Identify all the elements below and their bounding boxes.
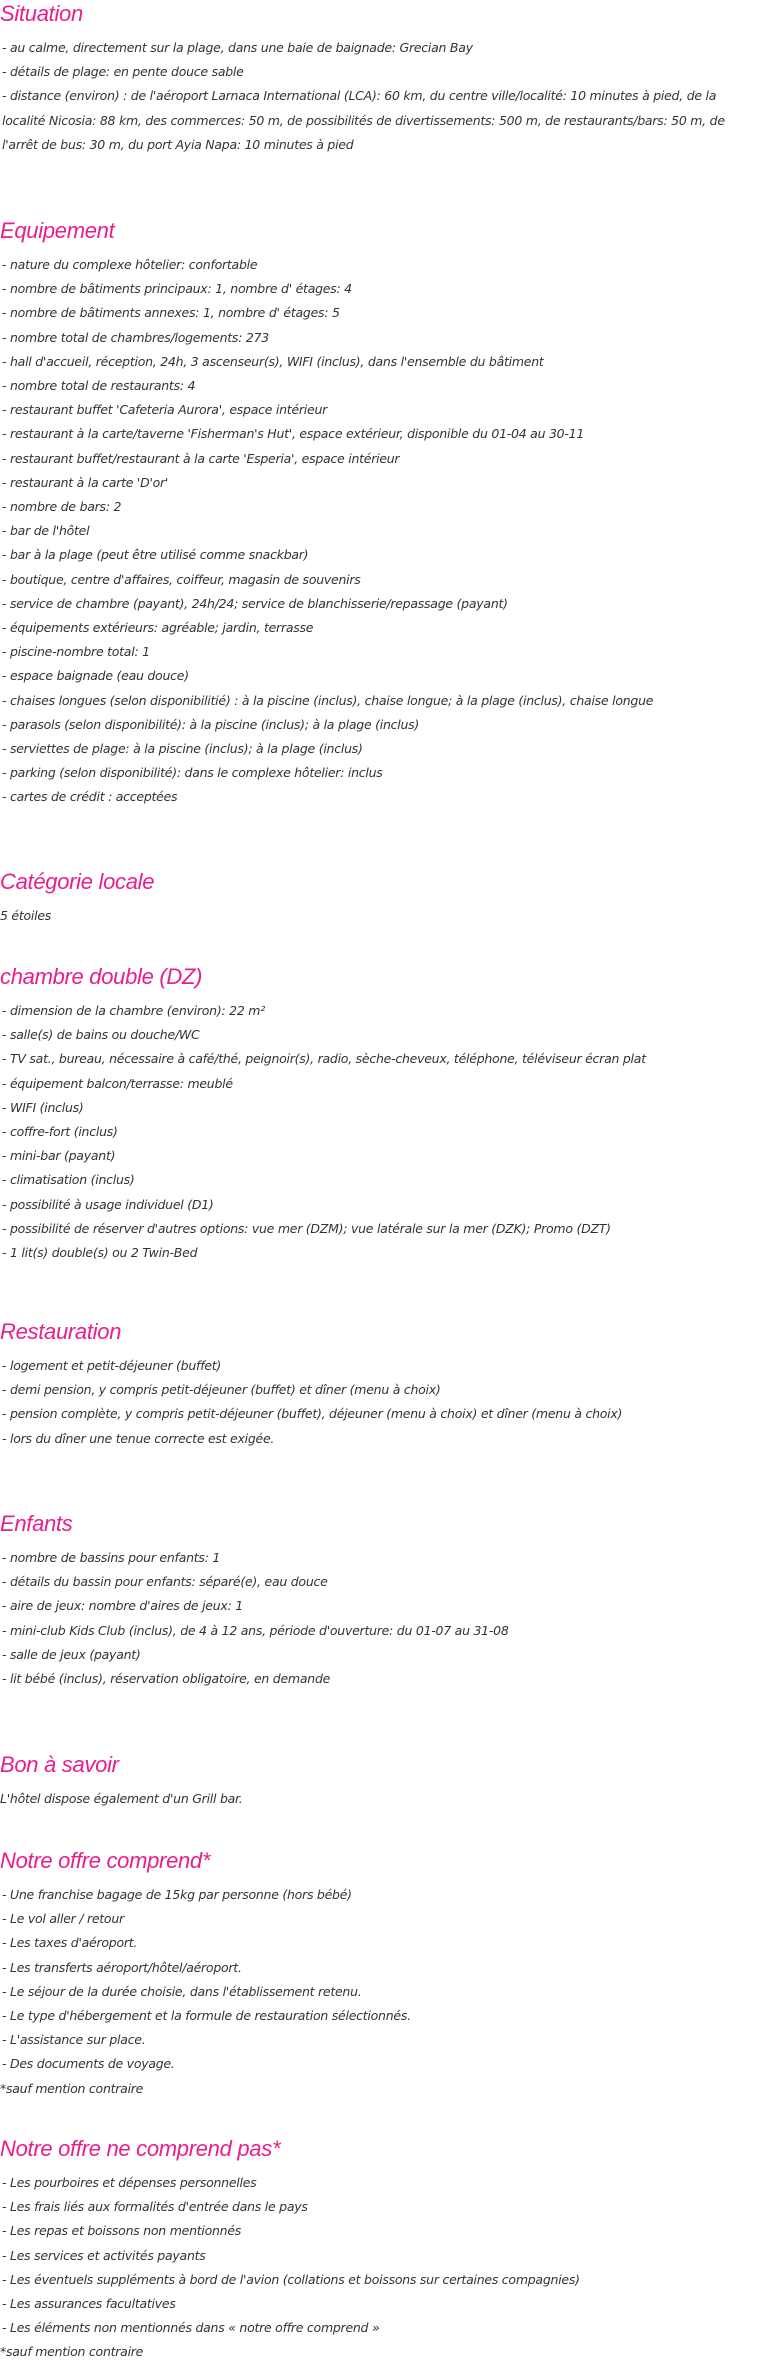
list-item: - Les taxes d'aéroport. bbox=[2, 1935, 138, 1951]
info-text: L'hôtel dispose également d'un Grill bar. bbox=[0, 1791, 243, 1806]
list-item: - Les éventuels suppléments à bord de l'avion (collations et boissons sur certaines compagnies) bbox=[2, 2271, 580, 2287]
section-equipement bbox=[0, 217, 758, 810]
list-item: - TV sat., bureau, nécessaire à café/thé, peignoir(s), radio, sèche-cheveux, téléphone, téléviseur écran plat bbox=[2, 1051, 646, 1067]
list-item: - Les services et activités payants bbox=[2, 2247, 206, 2263]
list-item: - Les assurances facultatives bbox=[2, 2296, 176, 2312]
list-item: - Le vol aller / retour bbox=[2, 1911, 124, 1927]
list-item: - Les repas et boissons non mentionnés bbox=[2, 2223, 242, 2239]
list-item: - boutique, centre d'affaires, coiffeur, magasin de souvenirs bbox=[2, 571, 361, 587]
list-item: - salle(s) de bains ou douche/WC bbox=[2, 1027, 200, 1043]
section-title-bon-a-savoir: Bon à savoir bbox=[0, 1752, 119, 1777]
section-title-offre-ne-comprend-pas: Notre offre ne comprend pas* bbox=[0, 2136, 281, 2161]
list-item: - logement et petit-déjeuner (buffet) bbox=[2, 1358, 222, 1373]
list-item: - climatisation (inclus) bbox=[2, 1172, 135, 1188]
list-item: - bar de l'hôtel bbox=[2, 523, 90, 539]
list-item: - espace baignade (eau douce) bbox=[2, 668, 189, 684]
section-title-enfants: Enfants bbox=[0, 1511, 73, 1536]
list-item: - détails du bassin pour enfants: séparé(e), eau douce bbox=[2, 1574, 328, 1590]
list-item: - nombre de bâtiments annexes: 1, nombre d' étages: 5 bbox=[2, 305, 340, 321]
section-title-equipement: Equipement bbox=[0, 218, 115, 243]
section-title-categorie-locale: Catégorie locale bbox=[0, 869, 155, 894]
list-item: - possibilité à usage individuel (D1) bbox=[2, 1196, 214, 1212]
list-item: - hall d'accueil, réception, 24h, 3 ascenseur(s), WIFI (inclus), dans l'ensemble du bâtiment bbox=[2, 353, 544, 369]
list-item: - mini-club Kids Club (inclus), de 4 à 12 ans, période d'ouverture: du 01-07 au 31-08 bbox=[2, 1622, 509, 1638]
list-item: - L'assistance sur place. bbox=[2, 2032, 146, 2048]
list-item: - coffre-fort (inclus) bbox=[2, 1124, 118, 1140]
list-item: - service de chambre (payant), 24h/24; service de blanchisserie/repassage (payant) bbox=[2, 595, 508, 611]
list-item: - chaises longues (selon disponibilitié) : à la piscine (inclus), chaise longue; à la plage (inclus), chaise longue bbox=[2, 692, 654, 708]
section-title-chambre-double: chambre double (DZ) bbox=[0, 964, 203, 989]
list-item: - Une franchise bagage de 15kg par personne (hors bébé) bbox=[2, 1887, 352, 1902]
list-item: - détails de plage: en pente douce sable bbox=[2, 64, 244, 80]
list-item: - piscine-nombre total: 1 bbox=[2, 644, 150, 660]
section-situation bbox=[0, 0, 758, 157]
section-title-offre-comprend: Notre offre comprend* bbox=[0, 1848, 211, 1873]
section-categorie-locale bbox=[0, 868, 758, 928]
section-offre-ne-comprend-pas bbox=[0, 2135, 758, 2365]
list-item: - équipement balcon/terrasse: meublé bbox=[2, 1075, 233, 1091]
list-item: - nature du complexe hôtelier: confortable bbox=[2, 257, 258, 272]
list-item: - mini-bar (payant) bbox=[2, 1148, 116, 1164]
list-item: - 1 lit(s) double(s) ou 2 Twin-Bed bbox=[2, 1245, 198, 1261]
list-item: - parasols (selon disponibilité): à la piscine (inclus); à la plage (inclus) bbox=[2, 716, 420, 732]
list-item: - lit bébé (inclus), réservation obligatoire, en demande bbox=[2, 1671, 331, 1687]
list-item: - au calme, directement sur la plage, dans une baie de baignade: Grecian Bay bbox=[2, 40, 473, 55]
list-item: - serviettes de plage: à la piscine (inclus); à la plage (inclus) bbox=[2, 741, 363, 757]
section-offre-comprend bbox=[0, 1847, 758, 2101]
list-item: - restaurant à la carte 'D'or' bbox=[2, 474, 169, 490]
list-item: - restaurant buffet/restaurant à la carte 'Esperia', espace intérieur bbox=[2, 450, 400, 466]
list-item: - nombre de bars: 2 bbox=[2, 499, 122, 515]
section-title-restauration: Restauration bbox=[0, 1319, 122, 1344]
list-item: - Le séjour de la durée choisie, dans l'établissement retenu. bbox=[2, 1983, 362, 1999]
list-item: - Les pourboires et dépenses personnelles bbox=[2, 2175, 257, 2190]
category-value: 5 étoiles bbox=[0, 908, 52, 923]
list-item: - nombre total de chambres/logements: 273 bbox=[2, 329, 269, 345]
list-item: - lors du dîner une tenue correcte est exigée. bbox=[2, 1430, 275, 1446]
list-item: - Les éléments non mentionnés dans « notre offre comprend » bbox=[2, 2320, 380, 2336]
footnote: *sauf mention contraire bbox=[0, 2344, 144, 2360]
section-restauration bbox=[0, 1318, 758, 1451]
list-item: - aire de jeux: nombre d'aires de jeux: 1 bbox=[2, 1598, 243, 1614]
list-item: - demi pension, y compris petit-déjeuner (buffet) et dîner (menu à choix) bbox=[2, 1382, 441, 1398]
list-item: - pension complète, y compris petit-déjeuner (buffet), déjeuner (menu à choix) et dîner (menu à choix) bbox=[2, 1406, 623, 1422]
section-chambre-double bbox=[0, 963, 758, 1265]
list-item: - dimension de la chambre (environ): 22 m² bbox=[2, 1003, 265, 1018]
list-item: - salle de jeux (payant) bbox=[2, 1646, 141, 1662]
list-item: - Le type d'hébergement et la formule de restauration sélectionnés. bbox=[2, 2008, 411, 2024]
section-enfants bbox=[0, 1510, 758, 1691]
list-item: - restaurant buffet 'Cafeteria Aurora', espace intérieur bbox=[2, 402, 328, 418]
list-item: - nombre total de restaurants: 4 bbox=[2, 378, 196, 394]
list-item: - bar à la plage (peut être utilisé comme snackbar) bbox=[2, 547, 309, 563]
list-item: - parking (selon disponibilité): dans le complexe hôtelier: inclus bbox=[2, 765, 383, 781]
list-item: - nombre de bâtiments principaux: 1, nombre d' étages: 4 bbox=[2, 281, 352, 297]
list-item: - nombre de bassins pour enfants: 1 bbox=[2, 1550, 221, 1565]
list-item: - possibilité de réserver d'autres options: vue mer (DZM); vue latérale sur la mer (DZK); Promo (DZT) bbox=[2, 1220, 611, 1236]
list-item: - restaurant à la carte/taverne 'Fisherman's Hut', espace extérieur, disponible du 01-04 au 30-11 bbox=[2, 426, 585, 442]
footnote: *sauf mention contraire bbox=[0, 2080, 144, 2096]
list-item: - cartes de crédit : acceptées bbox=[2, 789, 178, 805]
section-title-situation: Situation bbox=[0, 1, 83, 26]
list-item: - Les frais liés aux formalités d'entrée dans le pays bbox=[2, 2199, 308, 2215]
section-bon-a-savoir bbox=[0, 1751, 758, 1811]
list-item: - équipements extérieurs: agréable; jardin, terrasse bbox=[2, 620, 314, 636]
list-item: - distance (environ) : de l'aéroport Larnaca International (LCA): 60 km, du centre ville/localité: 10 minutes à pied, de la localité Nicosia: 88 km, des commerces: 50 m, de possibilités de divertissements: 500 m, de restaurants/bars: 50 m, de l'arrêt de bus: 30 m, du port Ayia Napa: 10 minutes à pied bbox=[2, 88, 725, 152]
list-item: - WIFI (inclus) bbox=[2, 1099, 84, 1115]
list-item: - Des documents de voyage. bbox=[2, 2056, 175, 2072]
list-item: - Les transferts aéroport/hôtel/aéroport. bbox=[2, 1959, 242, 1975]
